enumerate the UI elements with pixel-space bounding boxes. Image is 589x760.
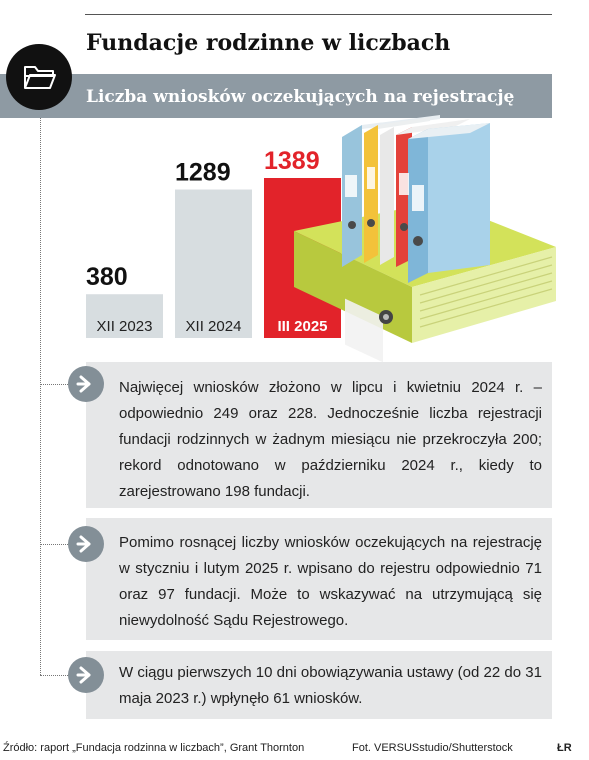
value-label: 1389 <box>264 147 320 175</box>
folder-icon <box>6 44 72 110</box>
bar-chart <box>0 130 328 345</box>
arrow-right-icon <box>68 366 104 402</box>
info-text: Najwięcej wniosków złożono w lipcu i kwietniu 2024 r. – odpowiednio 249 oraz 228. Jednocześnie liczba rejestracji fundacji rodzinnych w żadnym miesiącu nie przekroczyła 200; rekord odnotowano w październiku 2024 r., kiedy to zarejestrowano 198 fundacji. <box>119 379 542 500</box>
source-note: Źródło: raport „Fundacja rodzinna w liczbach”, Grant Thornton <box>3 742 305 754</box>
binders-illustration <box>290 105 560 370</box>
value-label: 380 <box>86 263 128 292</box>
photo-credit: Fot. VERSUSstudio/Shutterstock <box>352 742 513 754</box>
info-text: W ciągu pierwszych 10 dni obowiązywania ustawy (od 22 do 31 maja 2023 r.) wpłynęło 61 wniosków. <box>119 664 542 707</box>
info-box-3 <box>86 651 552 719</box>
info-box-1 <box>86 362 552 508</box>
chart-subtitle: Liczba wniosków oczekujących na rejestrację <box>86 87 515 107</box>
top-rule <box>85 14 552 15</box>
value-label: 1289 <box>175 158 231 187</box>
info-text: Pomimo rosnącej liczby wniosków oczekujących na rejestrację w styczniu i lutym 2025 r. wpisano do rejestru odpowiednio 71 oraz 97 fundacji. Może to wskazywać na utrzymującą się niewydolność Sądu Rejestrowego. <box>119 534 542 629</box>
arrow-right-icon <box>68 657 104 693</box>
info-box-2 <box>86 518 552 640</box>
category-label: III 2025 <box>277 318 328 335</box>
connector-dots <box>40 544 68 545</box>
arrow-right-icon <box>68 526 104 562</box>
category-label: XII 2023 <box>96 318 153 335</box>
page-title: Fundacje rodzinne w liczbach <box>86 30 451 56</box>
logo: ŁR <box>557 742 572 754</box>
connector-dots <box>40 384 68 385</box>
connector-dots <box>40 675 68 676</box>
bar-xii-2024 <box>175 190 252 338</box>
category-label: XII 2024 <box>185 318 242 335</box>
